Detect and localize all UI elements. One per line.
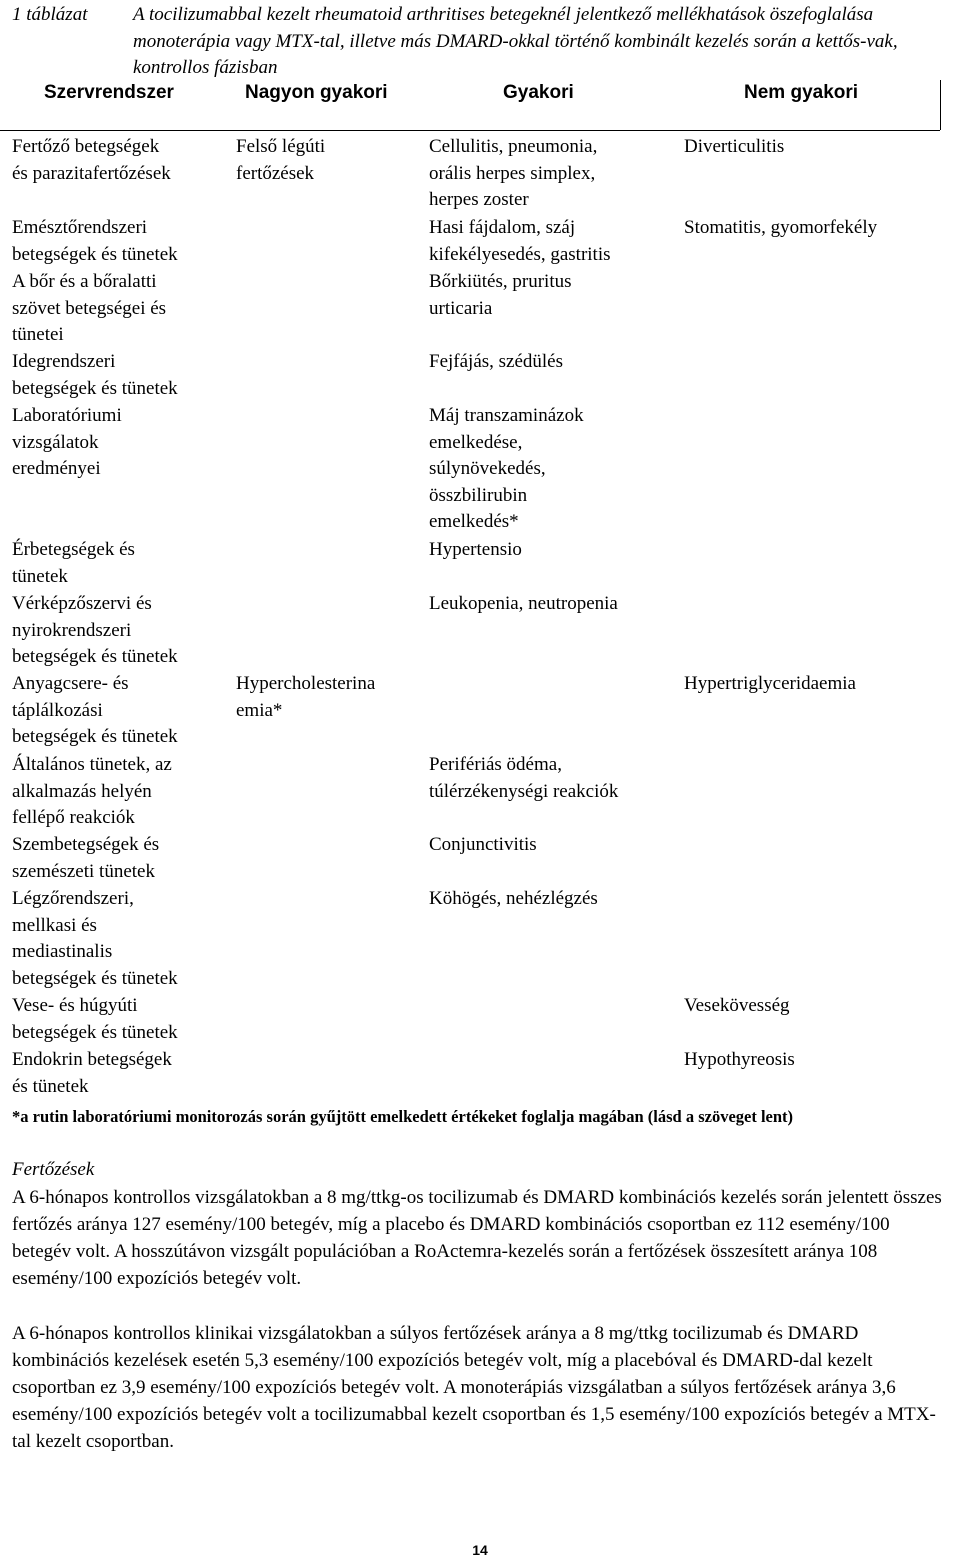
cell-uncommon: Vesekövesség: [684, 995, 790, 1016]
section-title: Fertőzések: [12, 1159, 95, 1180]
cell-organ-system: Szembetegségek és szemészeti tünetek: [12, 834, 160, 882]
cell-common: Conjunctivitis: [429, 834, 537, 855]
cell-very-common: Felső légúti fertőzések: [236, 136, 326, 184]
cell-organ-system: Fertőző betegségek és parazitafertőzések: [12, 136, 171, 184]
cell-common: Bőrkiütés, pruritus urticaria: [429, 271, 572, 319]
page-number: 14: [472, 1542, 488, 1558]
cell-organ-system: Légzőrendszeri, mellkasi és mediastinalis betegségek és tünetek: [12, 888, 178, 989]
cell-organ-system: Idegrendszeri betegségek és tünetek: [12, 351, 178, 399]
cell-uncommon: Hypertriglyceridaemia: [684, 673, 856, 694]
header-rule: [0, 130, 940, 131]
paragraph-2: A 6-hónapos kontrollos klinikai vizsgálatokban a súlyos fertőzések aránya a 8 mg/ttkg tocilizumab és DMARD kombinációs kezelések esetén 5,3 esemény/100 expozíciós betegév volt, míg a placebóval és DMARD-dal kezelt csoportban ez 3,9 esemény/100 expozíciós betegév volt. A monoterápiás vizsgálatban a súlyos fertőzések aránya 3,6 esemény/100 expozíciós betegév volt a tocilizumabbal kezelt csoportban és 1,5 esemény/100 expozíciós betegév a MTX-tal kezelt csoportban.: [12, 1323, 936, 1452]
cell-common: Fejfájás, szédülés: [429, 351, 564, 372]
cell-uncommon: Stomatitis, gyomorfekély: [684, 217, 878, 238]
header-very-common: Nagyon gyakori: [245, 82, 388, 103]
cell-common: Hasi fájdalom, száj kifekélyesedés, gastritis: [429, 217, 611, 265]
cell-organ-system: Vese- és húgyúti betegségek és tünetek: [12, 995, 178, 1043]
table-footnote: *a rutin laboratóriumi monitorozás során gyűjtött emelkedett értékeket foglalja magában (lásd a szöveget lent): [12, 1107, 794, 1126]
header-organ-system: Szervrendszer: [44, 82, 174, 103]
cell-common: Köhögés, nehézlégzés: [429, 888, 598, 909]
header-common: Gyakori: [503, 82, 574, 103]
cell-very-common: Hypercholesterina emia*: [236, 673, 376, 721]
header-right-border: [940, 80, 941, 130]
cell-common: Perifériás ödéma, túlérzékenységi reakciók: [429, 754, 619, 802]
cell-organ-system: A bőr és a bőralatti szövet betegségei és tünetei: [12, 271, 167, 345]
cell-common: Cellulitis, pneumonia, orális herpes simplex, herpes zoster: [429, 136, 598, 210]
cell-organ-system: Endokrin betegségek és tünetek: [12, 1049, 172, 1097]
cell-uncommon: Hypothyreosis: [684, 1049, 795, 1070]
header-uncommon: Nem gyakori: [744, 82, 859, 103]
cell-organ-system: Vérképzőszervi és nyirokrendszeri betegségek és tünetek: [12, 593, 178, 667]
cell-organ-system: Általános tünetek, az alkalmazás helyén fellépő reakciók: [12, 754, 172, 828]
cell-organ-system: Emésztőrendszeri betegségek és tünetek: [12, 217, 178, 265]
cell-organ-system: Laboratóriumi vizsgálatok eredményei: [12, 405, 122, 479]
table-caption-label: 1 táblázat: [12, 4, 88, 25]
cell-common: Leukopenia, neutropenia: [429, 593, 618, 614]
cell-organ-system: Érbetegségek és tünetek: [12, 539, 135, 587]
cell-uncommon: Diverticulitis: [684, 136, 785, 157]
table-header: [0, 80, 960, 130]
cell-organ-system: Anyagcsere- és táplálkozási betegségek és tünetek: [12, 673, 178, 747]
cell-common: Máj transzaminázok emelkedése, súlynövekedés, összbilirubin emelkedés*: [429, 405, 584, 532]
paragraph-1: A 6-hónapos kontrollos vizsgálatokban a 8 mg/ttkg-os tocilizumab és DMARD kombinációs kezelés során jelentett összes fertőzés aránya 127 esemény/100 betegév, míg a placebo és DMARD kombinációs csoportban ez 112 esemény/100 betegév volt. A hosszútávon vizsgált populációban a RoActemra-kezelés során a fertőzések összesített aránya 108 esemény/100 expozíciós betegév volt.: [12, 1187, 942, 1289]
table-caption-text: A tocilizumabbal kezelt rheumatoid arthritises betegeknél jelentkező mellékhatások öszefoglalása monoterápia vagy MTX-tal, illetve más DMARD-okkal történő kombinált kezelés során a kettős-vak, kontrollos fázisban: [133, 4, 898, 78]
cell-common: Hypertensio: [429, 539, 522, 560]
